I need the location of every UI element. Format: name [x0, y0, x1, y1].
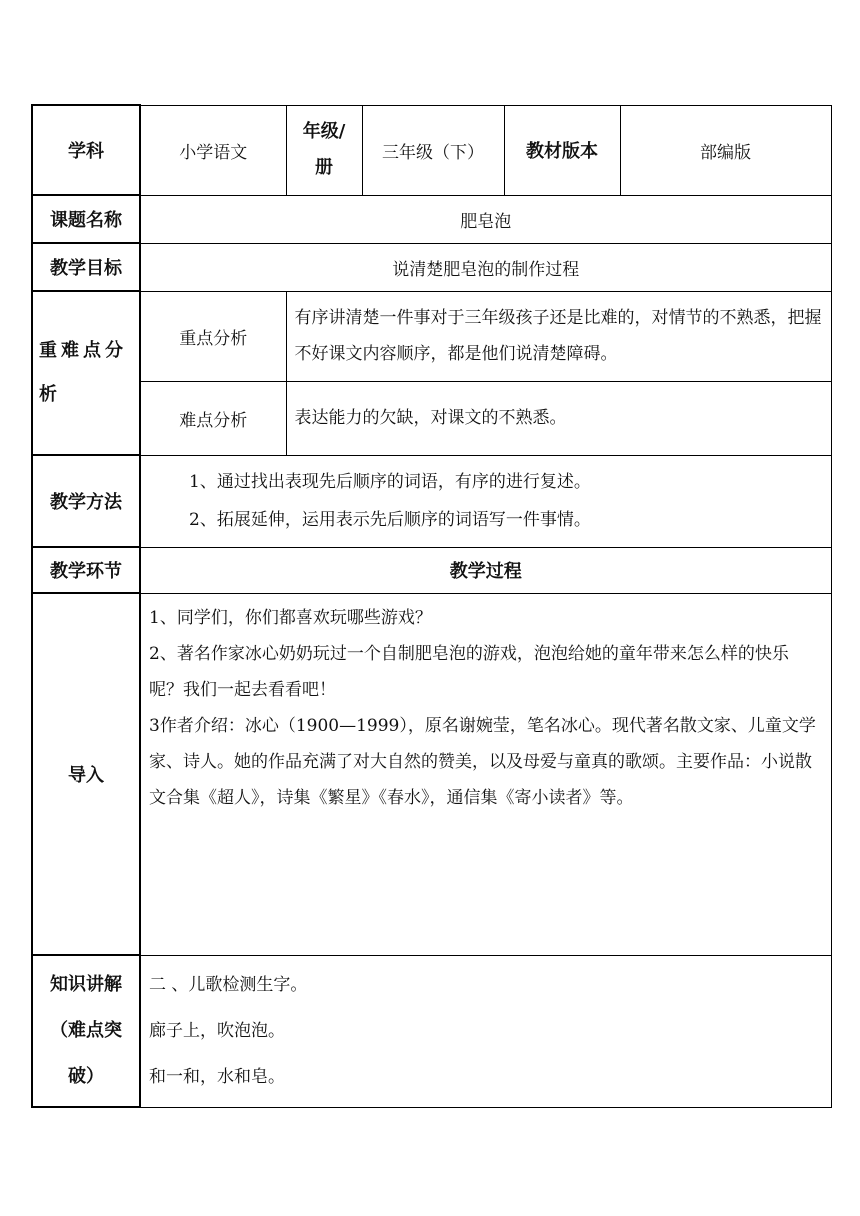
- intro-line: 3作者介绍：冰心（1900—1999），原名谢婉莹，笔名冰心。现代著名散文家、儿童文学家、诗人。她的作品充满了对大自然的赞美，以及母爱与童真的歌颂。主要作品：小说散文合集《超人》，诗集《繁星》《春水》，通信集《寄小读者》等。: [149, 715, 816, 808]
- method-item: 1、通过找出表现先后顺序的词语，有序的进行复述。: [189, 472, 591, 492]
- objective-value: 说清楚肥皂泡的制作过程: [140, 243, 831, 291]
- grade-value: 三年级（下）: [362, 105, 504, 195]
- lesson-plan-table: [31, 104, 832, 1108]
- method-row: [32, 455, 831, 547]
- intro-line: 1、同学们，你们都喜欢玩哪些游戏？: [149, 607, 432, 628]
- knowledge-line: 廊子上，吹泡泡。: [149, 1020, 285, 1041]
- knowledge-row: [32, 955, 831, 1107]
- method-item: 2、拓展延伸，运用表示先后顺序的词语写一件事情。: [189, 510, 591, 530]
- key-analysis-text: 有序讲清楚一件事对于三年级孩子还是比难的，对情节的不熟悉，把握不好课文内容顺序，都是他们说清楚障碍。: [286, 291, 831, 381]
- method-label: 教学方法: [32, 455, 140, 547]
- analysis-label: 重难点分析: [32, 291, 140, 455]
- lesson-label: 课题名称: [32, 195, 140, 243]
- knowledge-line: 二 、儿歌检测生字。: [149, 974, 308, 995]
- knowledge-content: [140, 955, 831, 1107]
- intro-label: 导入: [32, 593, 140, 955]
- edition-label: 教材版本: [504, 105, 620, 195]
- intro-line: 2、著名作家冰心奶奶玩过一个自制肥皂泡的游戏，泡泡给她的童年带来怎么样的快乐呢？我们一起去看看吧！: [149, 643, 789, 700]
- subject-label: 学科: [32, 105, 140, 195]
- process-header-row: [32, 547, 831, 593]
- difficult-analysis-text: 表达能力的欠缺，对课文的不熟悉。: [286, 381, 831, 455]
- edition-value: 部编版: [620, 105, 831, 195]
- subject-value: 小学语文: [140, 105, 286, 195]
- lesson-row: [32, 195, 831, 243]
- lesson-value: 肥皂泡: [140, 195, 831, 243]
- grade-label: 年级/册: [286, 105, 362, 195]
- objective-label: 教学目标: [32, 243, 140, 291]
- header-row: [32, 105, 831, 195]
- intro-content: [140, 593, 831, 955]
- key-analysis-row: [32, 291, 831, 381]
- intro-row: [32, 593, 831, 955]
- difficult-analysis-label: 难点分析: [140, 381, 286, 455]
- knowledge-line: 和一和，水和皂。: [149, 1066, 285, 1087]
- method-list: [140, 455, 831, 547]
- difficult-analysis-row: [32, 381, 831, 455]
- process-title: 教学过程: [140, 547, 831, 593]
- objective-row: [32, 243, 831, 291]
- process-step-label: 教学环节: [32, 547, 140, 593]
- knowledge-label: 知识讲解（难点突破）: [32, 955, 140, 1107]
- key-analysis-label: 重点分析: [140, 291, 286, 381]
